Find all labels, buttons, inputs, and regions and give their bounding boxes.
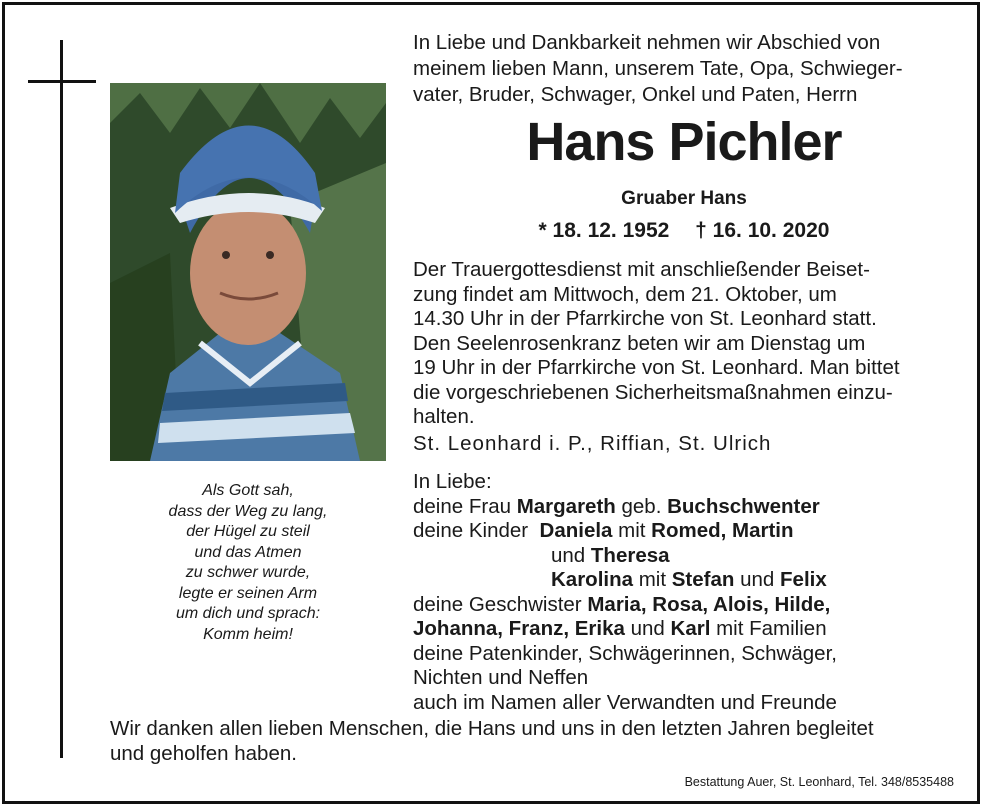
intro-text: [413, 30, 955, 108]
family-relatives: auch im Namen aller Verwandten und Freunde: [413, 690, 837, 714]
service-line: die vorgeschriebenen Sicherheitsmaßnahmen einzu-: [413, 380, 893, 404]
family-siblings: deine Geschwister Maria, Rosa, Alois, Hilde,: [413, 592, 831, 616]
intro-line: meinem lieben Mann, unserem Tate, Opa, Schwieger-: [413, 57, 903, 80]
birth-date: * 18. 12. 1952: [538, 219, 670, 242]
poem-line: dass der Weg zu lang,: [168, 502, 328, 520]
family-siblings-2: Johanna, Franz, Erika und Karl mit Familien: [413, 617, 827, 640]
service-line: zung findet am Mittwoch, dem 21. Oktober, um: [413, 282, 837, 306]
poem: [110, 481, 386, 645]
intro-line: In Liebe und Dankbarkeit nehmen wir Abschied von: [413, 31, 881, 54]
family-children-3: Karolina mit Stefan und Felix: [551, 568, 827, 591]
service-line: Den Seelenrosenkranz beten wir am Dienstag um: [413, 331, 866, 355]
intro-line: vater, Bruder, Schwager, Onkel und Paten, Herrn: [413, 83, 858, 106]
family-godchildren: deine Patenkinder, Schwägerinnen, Schwäger,: [413, 641, 837, 665]
portrait-photo: [110, 83, 386, 461]
family-wife: deine Frau Margareth geb. Buchschwenter: [413, 494, 820, 518]
service-line: Der Trauergottesdienst mit anschließender Beiset-: [413, 258, 870, 281]
thanks-line: und geholfen haben.: [110, 741, 297, 765]
poem-line: der Hügel zu steil: [186, 523, 310, 540]
deceased-name: Hans Pichler: [526, 112, 842, 172]
service-line: halten.: [413, 405, 475, 428]
poem-line: und das Atmen: [194, 543, 302, 561]
family-opening: In Liebe:: [413, 470, 492, 493]
poem-line: Als Gott sah,: [202, 482, 294, 499]
death-date: † 16. 10. 2020: [695, 219, 830, 242]
service-info: [413, 258, 955, 430]
thanks-text: [110, 717, 960, 766]
family-list: [413, 470, 955, 715]
service-line: 19 Uhr in der Pfarrkirche von St. Leonhard. Man bittet: [413, 356, 900, 379]
poem-line: legte er seinen Arm: [178, 584, 318, 602]
places: St. Leonhard i. P., Riffian, St. Ulrich: [413, 432, 772, 455]
cross-icon: [60, 40, 63, 758]
poem-line: zu schwer wurde,: [185, 564, 311, 581]
nickname: Gruaber Hans: [621, 188, 747, 209]
family-children-2: und Theresa: [551, 543, 670, 567]
thanks-line: Wir danken allen lieben Menschen, die Hans und uns in den letzten Jahren begleitet: [110, 717, 874, 740]
service-line: 14.30 Uhr in der Pfarrkirche von St. Leonhard statt.: [413, 307, 877, 330]
poem-line: um dich und sprach:: [175, 605, 321, 622]
family-children: deine Kinder Daniela mit Romed, Martin: [413, 519, 794, 542]
family-nieces: Nichten und Neffen: [413, 666, 589, 689]
poem-line: Komm heim!: [203, 625, 293, 643]
funeral-home-footer: Bestattung Auer, St. Leonhard, Tel. 348/8535488: [684, 775, 954, 789]
cross-icon-bar: [28, 80, 96, 83]
life-dates: [413, 219, 955, 243]
